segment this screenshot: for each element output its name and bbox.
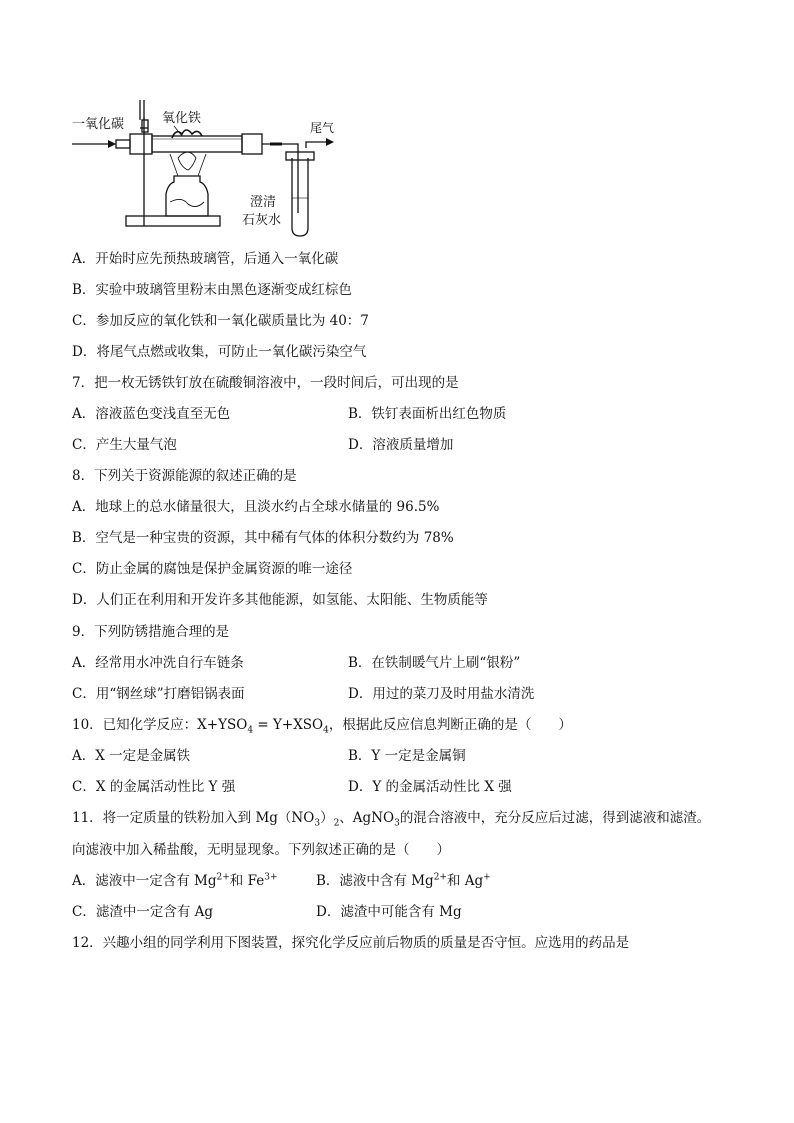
q10-option-b: B．Y 一定是金属铜 xyxy=(348,748,466,764)
q7-option-d: D．溶液质量增加 xyxy=(348,437,454,453)
q6-option-b: B．实验中玻璃管里粉末由黑色逐渐变成红棕色 xyxy=(72,282,352,298)
label-limewater-1: 澄清 xyxy=(250,195,277,210)
q11-option-a: A．滤液中一定含有 $Mg^{2+}$和 $Fe^{3+}$ xyxy=(72,872,278,889)
q9-option-a: A．经常用水冲洗自行车链条 xyxy=(72,655,244,671)
q6-option-a: A．开始时应先预热玻璃管，后通入一氧化碳 xyxy=(72,251,339,267)
q10-option-d: D．Y 的金属活动性比 X 强 xyxy=(348,779,512,795)
q9-option-d: D．用过的菜刀及时用盐水清洗 xyxy=(348,686,535,702)
q9-option-c: C．用“钢丝球”打磨铝锅表面 xyxy=(72,686,245,702)
test-tube xyxy=(292,158,308,236)
q9-stem: 9．下列防锈措施合理的是 xyxy=(72,624,230,640)
q7-stem: 7．把一枚无锈铁钉放在硫酸铜溶液中，一段时间后，可出现的是 xyxy=(72,375,459,391)
stand-base xyxy=(126,216,220,226)
q11-option-c: C．滤渣中一定含有 Ag xyxy=(72,904,214,920)
q10-option-c: C．X 的金属活动性比 Y 强 xyxy=(72,779,236,795)
label-co: 一氧化碳 xyxy=(72,117,125,132)
q7-option-a: A．溶液蓝色变浅直至无色 xyxy=(72,406,231,422)
label-tail-gas: 尾气 xyxy=(310,121,335,135)
q8-option-b: B．空气是一种宝贵的资源，其中稀有气体的体积分数约为 78% xyxy=(72,530,454,546)
q10-stem: 10．已知化学反应：$X+YSO_4 = Y+XSO_4$，根据此反应信息判断正确的是（ ） xyxy=(72,717,572,736)
q11-option-b: B．滤液中含有 $Mg^{2+}$和 Ag+ xyxy=(316,872,491,889)
q8-option-d: D．人们正在利用和开发许多其他能源，如氢能、太阳能、生物质能等 xyxy=(72,592,488,608)
q8-option-a: A．地球上的总水储量很大，且淡水约占全球水储量的 96.5% xyxy=(72,499,440,515)
q11-stem-line2: 向滤液中加入稀盐酸，无明显现象。下列叙述正确的是（ ） xyxy=(72,842,450,858)
q8-option-c: C．防止金属的腐蚀是保护金属资源的唯一途径 xyxy=(72,561,353,577)
q7-option-b: B．铁钉表面析出红色物质 xyxy=(348,406,507,422)
label-limewater-2: 石灰水 xyxy=(242,213,282,228)
alcohol-lamp xyxy=(166,176,208,216)
q11-stem-line1: 11．将一定质量的铁粉加入到 $Mg(NO_3)_2$、AgNO$_3$的混合溶液中，充分反应后过滤，得到滤液和滤渣。 xyxy=(72,810,711,829)
glass-tube xyxy=(152,136,242,152)
q12-stem: 12．兴趣小组的同学利用下图装置，探究化学反应前后物质的质量是否守恒。应选用的药品是 xyxy=(72,935,630,951)
q9-option-b: B．在铁制暖气片上刷“银粉” xyxy=(348,655,521,671)
q6-option-c: C．参加反应的氧化铁和一氧化碳质量比为 40：7 xyxy=(72,313,369,329)
q7-option-c: C．产生大量气泡 xyxy=(72,437,177,453)
q11-option-d: D．滤渣中可能含有 Mg xyxy=(316,904,462,920)
q6-option-d: D．将尾气点燃或收集，可防止一氧化碳污染空气 xyxy=(72,344,367,360)
q8-stem: 8．下列关于资源能源的叙述正确的是 xyxy=(72,468,297,484)
label-fe2o3: 氧化铁 xyxy=(162,111,202,126)
q10-option-a: A．X 一定是金属铁 xyxy=(72,748,191,764)
co-reduction-apparatus-figure xyxy=(70,98,370,238)
